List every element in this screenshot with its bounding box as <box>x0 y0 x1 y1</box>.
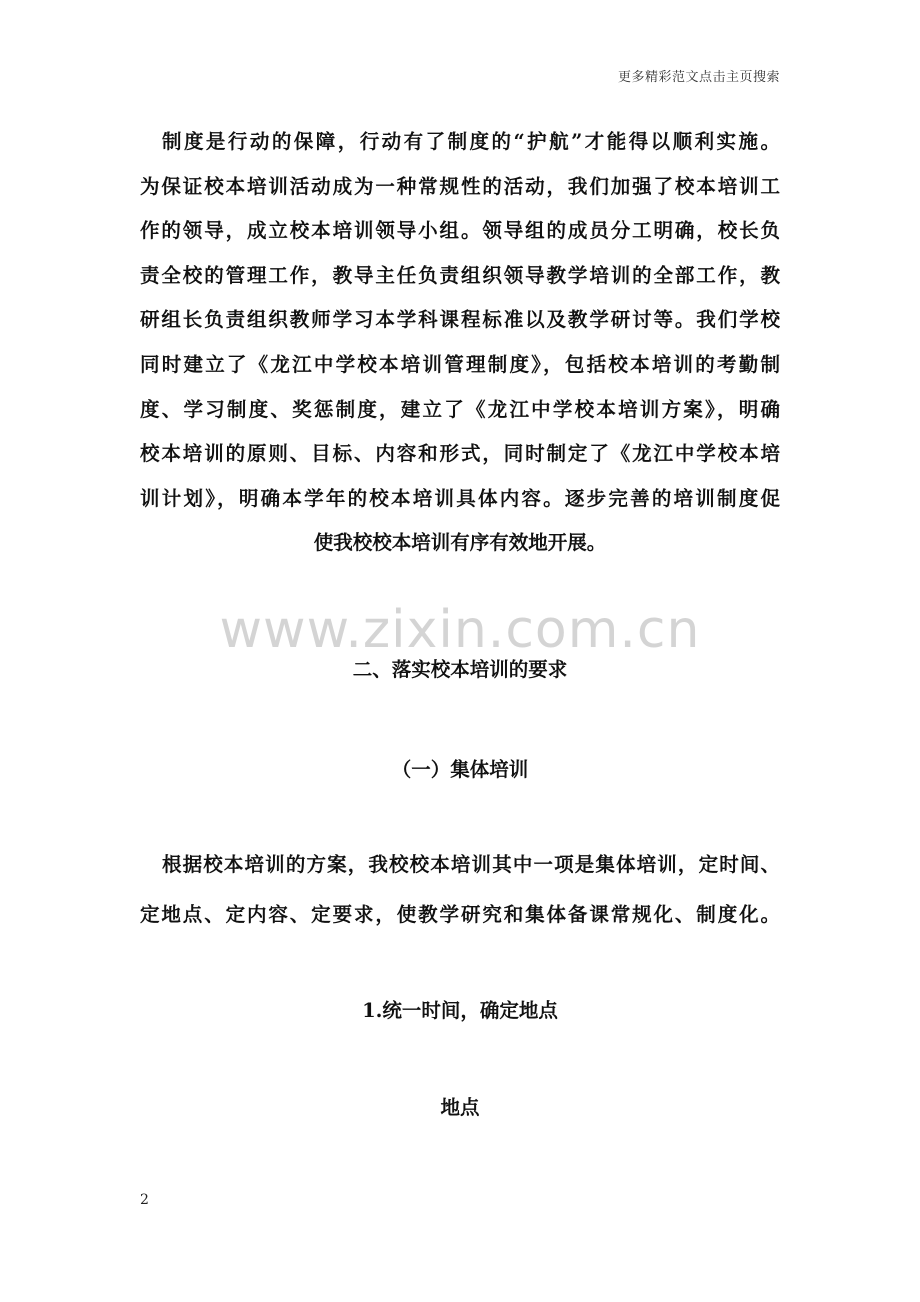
paragraph-collective-training <box>140 840 780 940</box>
paragraph-line: 度、学习制度、奖惩制度，建立了《龙江中学校本培训方案》，明确 <box>140 397 780 421</box>
paragraph-line: 根据校本培训的方案，我校校本培训其中一项是集体培训，定时间、 <box>162 853 780 876</box>
paragraph-line: 制度是行动的保障，行动有了制度的“护航”才能得以顺利实施。 <box>162 130 780 153</box>
watermark: www.zixin.com.cn <box>219 600 701 660</box>
paragraph-line: 使我校校本培训有序有效地开展。 <box>313 531 607 555</box>
paragraph-line: 研组长负责组织教师学习本学科课程标准以及教学研讨等。我们学校 <box>140 308 780 332</box>
paragraph-institution <box>140 120 780 566</box>
header-note: 更多精彩范文点击主页搜索 <box>617 70 780 85</box>
paragraph-line: 责全校的管理工作，教导主任负责组织领导教学培训的全部工作，教 <box>140 263 780 287</box>
page-number: 2 <box>140 1192 149 1208</box>
section-heading: 二、落实校本培训的要求 <box>352 658 568 681</box>
subsection-heading: （一）集体培训 <box>391 758 529 781</box>
paragraph-line: 训计划》，明确本学年的校本培训具体内容。逐步完善的培训制度促 <box>140 486 780 510</box>
item-heading: 1.统一时间，确定地点 <box>362 999 558 1022</box>
paragraph-line: 作的领导，成立校本培训领导小组。领导组的成员分工明确，校长负 <box>140 219 780 243</box>
paragraph-line: 校本培训的原则、目标、内容和形式，同时制定了《龙江中学校本培 <box>140 442 780 466</box>
paragraph-line: 为保证校本培训活动成为一种常规性的活动，我们加强了校本培训工 <box>140 174 780 198</box>
paragraph-line: 同时建立了《龙江中学校本培训管理制度》，包括校本培训的考勤制 <box>140 352 780 376</box>
paragraph-line: 定地点、定内容、定要求，使教学研究和集体备课常规化、制度化。 <box>140 903 780 926</box>
item-label: 地点 <box>440 1096 480 1119</box>
